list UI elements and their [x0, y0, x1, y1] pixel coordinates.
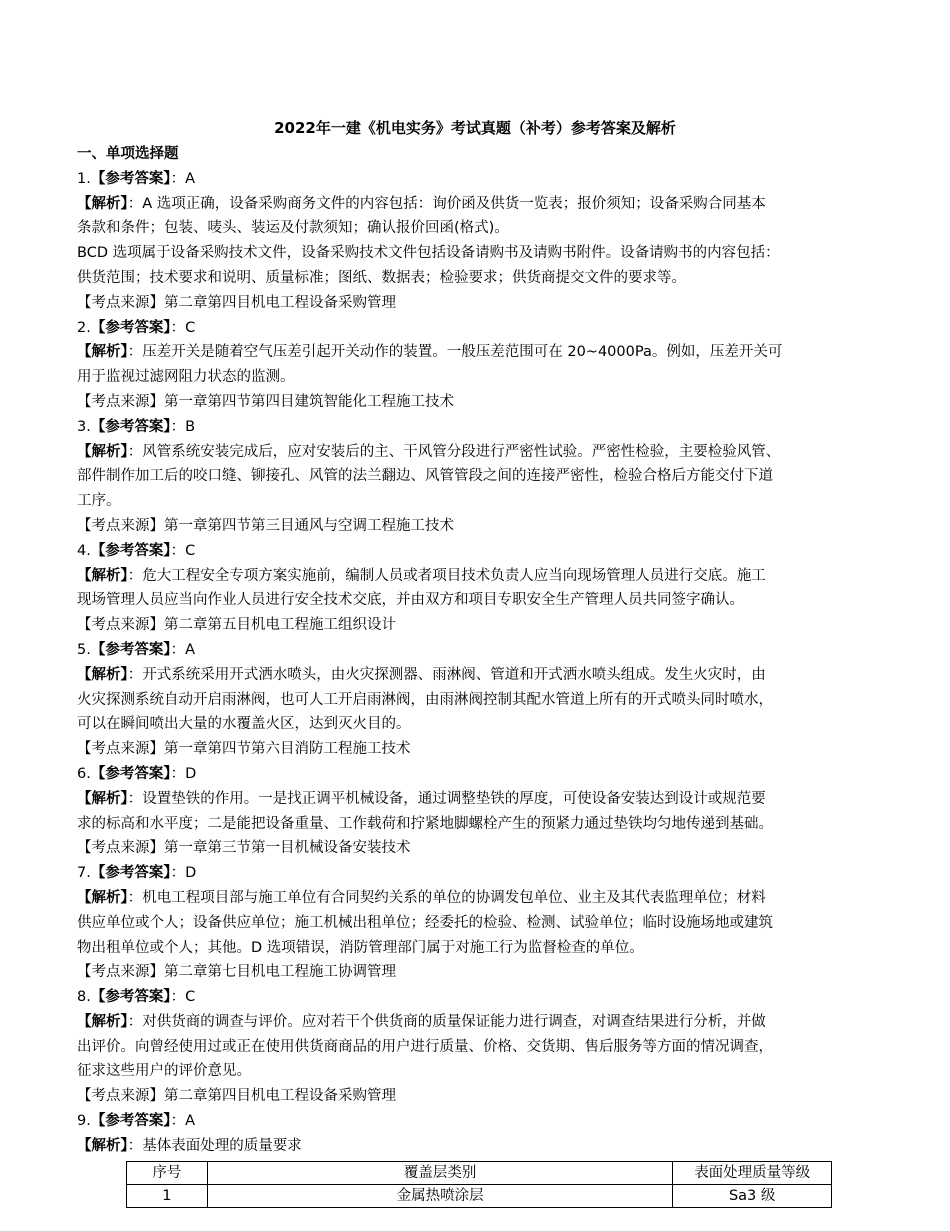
source-line: 【考点来源】第二章第七目机电工程施工协调管理 [77, 964, 396, 981]
question-number: 8. [77, 989, 91, 1006]
question-number: 6. [77, 765, 91, 782]
analysis-label: 【解析】 [77, 195, 128, 212]
answer-line [77, 1109, 885, 1134]
analysis-line [77, 192, 885, 217]
analysis-label: 【解析】 [77, 1137, 128, 1154]
analysis-text: ：设置垫铁的作用。一是找正调平机械设备，通过调整垫铁的厚度，可使设备安装达到设计或规范要 [127, 790, 766, 807]
question-block [77, 762, 885, 861]
analysis-line [77, 365, 885, 390]
analysis-line [77, 588, 885, 613]
analysis-text: ：机电工程项目部与施工单位有合同契约关系的单位的协调发包单位、业主及其代表监理单位；材料 [127, 889, 766, 906]
question-block [77, 638, 885, 762]
analysis-line [77, 440, 885, 465]
answer-value: ：A [170, 641, 196, 658]
analysis-text: 征求这些用户的评价意见。 [77, 1063, 251, 1080]
table-row [127, 1185, 832, 1208]
answer-label: 【参考答案】 [90, 170, 171, 187]
analysis-line [77, 663, 885, 688]
analysis-text: 出评价。向曾经使用过或正在使用供货商商品的用户进行质量、价格、交货期、售后服务等方面的情况调查， [77, 1038, 773, 1055]
analysis-line [77, 688, 885, 713]
question-block [77, 415, 885, 539]
analysis-line [77, 1059, 885, 1084]
source-line: 【考点来源】第二章第五目机电工程施工组织设计 [77, 617, 396, 634]
answer-label: 【参考答案】 [90, 865, 171, 882]
answer-line [77, 167, 885, 192]
analysis-line [77, 216, 885, 241]
analysis-text: ：开式系统采用开式洒水喷头，由火灾探测器、雨淋阀、管道和开式洒水喷头组成。发生火灾时，由 [127, 666, 766, 683]
analysis-text: 可以在瞬间喷出大量的水覆盖火区，达到灭火目的。 [77, 716, 411, 733]
analysis-line [77, 489, 885, 514]
document-body [77, 142, 885, 1159]
analysis-line [77, 1035, 885, 1060]
source-line: 【考点来源】第二章第四目机电工程设备采购管理 [77, 1088, 396, 1105]
question-number: 3. [77, 418, 91, 435]
question-number: 9. [77, 1113, 91, 1130]
answer-line [77, 861, 885, 886]
answer-label: 【参考答案】 [90, 319, 171, 336]
answer-value: ：A [170, 1113, 196, 1130]
analysis-text: ：危大工程安全专项方案实施前，编制人员或者项目技术负责人应当向现场管理人员进行交底。施工 [127, 567, 766, 584]
source-line: 【考点来源】第二章第四目机电工程设备采购管理 [77, 294, 396, 311]
answer-value: ：B [170, 418, 196, 435]
analysis-text: 供货范围；技术要求和说明、质量标准；图纸、数据表；检验要求；供货商提交文件的要求等。 [77, 269, 686, 286]
analysis-text: 用于监视过滤网阻力状态的监测。 [77, 369, 295, 386]
analysis-label: 【解析】 [77, 567, 128, 584]
analysis-line [77, 266, 885, 291]
table-header-cell: 序号 [127, 1162, 208, 1185]
question-block [77, 316, 885, 415]
answer-label: 【参考答案】 [90, 641, 171, 658]
analysis-line [77, 464, 885, 489]
analysis-text: 现场管理人员应当向作业人员进行安全技术交底，并由双方和项目专职安全生产管理人员共同签字确认。 [77, 592, 744, 609]
section-heading: 一、单项选择题 [77, 146, 179, 162]
question-block [77, 861, 885, 985]
analysis-line [77, 787, 885, 812]
analysis-text: BCD 选项属于设备采购技术文件，设备采购技术文件包括设备请购书及请购书附件。设备请购书的内容包括： [77, 245, 780, 262]
analysis-line [77, 241, 885, 266]
question-number: 1. [77, 170, 91, 187]
answer-value: ：C [170, 542, 196, 559]
analysis-line [77, 886, 885, 911]
answer-line [77, 638, 885, 663]
question-number: 4. [77, 542, 91, 559]
analysis-label: 【解析】 [77, 344, 128, 361]
table-cell: Sa3 级 [673, 1185, 832, 1208]
analysis-text: ：A 选项正确，设备采购商务文件的内容包括：询价函及供货一览表；报价须知；设备采购合同基本 [127, 195, 766, 212]
analysis-text: 物出租单位或个人；其他。D 选项错误，消防管理部门属于对施工行为监督检查的单位。 [77, 939, 644, 956]
analysis-line [77, 1010, 885, 1035]
analysis-text: ：压差开关是随着空气压差引起开关动作的装置。一般压差范围可在 20~4000Pa。例如，压差开关可 [127, 344, 783, 361]
answer-value: ：D [170, 765, 197, 782]
analysis-text: 条款和条件；包装、唛头、装运及付款须知；确认报价回函(格式)。 [77, 220, 509, 237]
analysis-text: 求的标高和水平度；二是能把设备重量、工作载荷和拧紧地脚螺栓产生的预紧力通过垫铁均匀地传递到基础。 [77, 815, 773, 832]
question-block [77, 539, 885, 638]
answer-label: 【参考答案】 [90, 765, 171, 782]
answer-value: ：C [170, 989, 196, 1006]
analysis-text: 工序。 [77, 493, 121, 510]
analysis-label: 【解析】 [77, 666, 128, 683]
analysis-line [77, 911, 885, 936]
answer-label: 【参考答案】 [90, 989, 171, 1006]
analysis-line [77, 564, 885, 589]
source-line: 【考点来源】第一章第三节第一目机械设备安装技术 [77, 840, 411, 857]
analysis-text: 部件制作加工后的咬口缝、铆接孔、风管的法兰翻边、风管管段之间的连接严密性，检验合格后方能交付下道 [77, 468, 773, 485]
table-header-row [127, 1162, 832, 1185]
analysis-text: 供应单位或个人；设备供应单位；施工机械出租单位；经委托的检验、检测、试验单位；临时设施场地或建筑 [77, 914, 773, 931]
answer-value: ：A [170, 170, 196, 187]
analysis-line [77, 712, 885, 737]
page-title: 2022年一建《机电实务》考试真题（补考）参考答案及解析 [274, 119, 676, 137]
analysis-text: ：基体表面处理的质量要求 [127, 1137, 302, 1154]
answer-line [77, 762, 885, 787]
analysis-label: 【解析】 [77, 443, 128, 460]
source-line: 【考点来源】第一章第四节第六目消防工程施工技术 [77, 741, 411, 758]
question-number: 2. [77, 319, 91, 336]
table-cell: 1 [127, 1185, 208, 1208]
answer-line [77, 985, 885, 1010]
question-block [77, 985, 885, 1109]
answer-line [77, 539, 885, 564]
source-line: 【考点来源】第一章第四节第四目建筑智能化工程施工技术 [77, 393, 454, 410]
analysis-text: 火灾探测系统自动开启雨淋阀，也可人工开启雨淋阀，由雨淋阀控制其配水管道上所有的开式喷头同时喷水， [77, 691, 773, 708]
analysis-label: 【解析】 [77, 790, 128, 807]
table-cell: 金属热喷涂层 [207, 1185, 673, 1208]
answer-value: ：D [170, 865, 197, 882]
analysis-line [77, 936, 885, 961]
question-list [77, 167, 885, 1159]
answer-label: 【参考答案】 [90, 418, 171, 435]
answer-label: 【参考答案】 [90, 542, 171, 559]
analysis-label: 【解析】 [77, 889, 128, 906]
answer-line [77, 415, 885, 440]
analysis-line [77, 340, 885, 365]
answer-line [77, 316, 885, 341]
answer-value: ：C [170, 319, 196, 336]
answer-label: 【参考答案】 [90, 1113, 171, 1130]
table-header-cell: 覆盖层类别 [207, 1162, 673, 1185]
analysis-label: 【解析】 [77, 1013, 128, 1030]
analysis-line [77, 812, 885, 837]
question-block [77, 1109, 885, 1159]
question-block [77, 167, 885, 316]
source-line: 【考点来源】第一章第四节第三目通风与空调工程施工技术 [77, 517, 454, 534]
question-number: 7. [77, 865, 91, 882]
analysis-text: ：对供货商的调查与评价。应对若干个供货商的质量保证能力进行调查，对调查结果进行分析，并做 [127, 1013, 766, 1030]
analysis-line [77, 1134, 885, 1159]
table-header-cell: 表面处理质量等级 [673, 1162, 832, 1185]
question-number: 5. [77, 641, 91, 658]
quality-table [126, 1161, 832, 1208]
analysis-text: ：风管系统安装完成后，应对安装后的主、干风管分段进行严密性试验。严密性检验，主要检验风管、 [127, 443, 781, 460]
